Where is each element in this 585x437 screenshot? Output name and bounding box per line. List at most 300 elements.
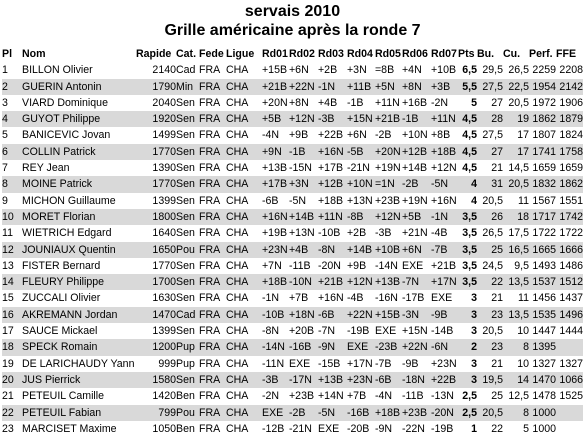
cell-league: CHA — [226, 209, 262, 225]
cell-rd02: -5N — [289, 194, 307, 207]
cell-rd02: EXE — [289, 357, 311, 370]
cell-category: Sen — [176, 144, 199, 160]
cell-rd04: +6N — [347, 129, 367, 142]
cell-rd07: +22B — [431, 372, 458, 388]
cell-name: GUERIN Antonin — [22, 79, 136, 95]
cell-rd05: -16N — [375, 292, 398, 305]
cell-rd02: +7B — [289, 292, 309, 305]
cell-rapid: 1630 — [152, 292, 176, 305]
cell-points: 3 — [471, 292, 477, 305]
cell-category: Pou — [176, 405, 199, 421]
cell-rd02: +8N — [289, 96, 309, 109]
table-row — [2, 209, 583, 225]
cell-rd03: -6B — [318, 307, 347, 323]
cell-points: 5,5 — [458, 79, 477, 95]
cell-category: Pup — [176, 357, 195, 370]
cell-rd07: -20N — [431, 405, 458, 421]
cell-rd04: -19B — [347, 325, 370, 338]
cell-rd01: -11N — [262, 357, 285, 370]
cell-rd07: -14B — [431, 325, 454, 338]
standings-table — [2, 46, 583, 437]
cell-rd05: -2B — [375, 129, 392, 142]
cell-name: SPECK Romain — [22, 339, 136, 355]
cell-rd03: -1N — [318, 79, 347, 95]
cell-ffe — [556, 339, 583, 355]
cell-rd04: EXE — [347, 339, 375, 355]
cell-ffe: 1879 — [556, 111, 583, 127]
column-header-name: Nom — [22, 48, 46, 60]
cell-league: CHA — [226, 339, 262, 355]
cell-rd06: -2B — [402, 176, 431, 192]
cell-rd05: +21B — [375, 111, 402, 127]
cell-federation: FRA — [199, 259, 221, 272]
cell-league: CHA — [226, 390, 249, 403]
cell-category: Sen — [176, 162, 195, 175]
cell-rd06: -1B — [402, 111, 431, 127]
cell-rank: 13 — [2, 259, 14, 272]
cell-category: Sen — [176, 194, 195, 207]
cell-points: 4 — [471, 194, 477, 207]
cell-points: 3 — [471, 357, 477, 370]
cell-category: Sen — [176, 292, 195, 305]
cell-name: FISTER Bernard — [22, 259, 101, 272]
cell-points: 3,5 — [458, 242, 477, 258]
cell-performance: 1832 — [529, 176, 556, 192]
table-row — [2, 127, 583, 143]
cell-federation: FRA — [199, 390, 221, 403]
cell-league: CHA — [226, 64, 249, 77]
cell-points: 4,5 — [462, 162, 477, 175]
cell-rd07: -6N — [431, 339, 458, 355]
cell-ffe: 1437 — [559, 292, 583, 305]
cell-rd06: +12B — [402, 144, 431, 160]
cell-buchholz: 31 — [477, 176, 503, 192]
cell-buchholz: 25 — [491, 390, 503, 403]
cell-rd06: +10N — [402, 129, 428, 142]
cell-league: CHA — [226, 292, 249, 305]
cell-points: 3,5 — [458, 209, 477, 225]
cell-rd07: +17N — [431, 274, 458, 290]
cell-rapid: 1770 — [136, 144, 176, 160]
column-header-rank: Pl — [2, 48, 13, 60]
cell-cumulative: 11 — [518, 194, 529, 207]
column-header-rapid: Rapide — [136, 48, 172, 60]
cell-league: CHA — [226, 129, 249, 142]
cell-buchholz: 20,5 — [482, 194, 503, 207]
cell-performance: 1954 — [529, 79, 556, 95]
column-header-rd06: Rd06 — [402, 48, 428, 60]
cell-league: CHA — [226, 274, 262, 290]
cell-performance: 1972 — [532, 96, 556, 109]
cell-federation: FRA — [199, 209, 226, 225]
cell-rd01: -3B — [262, 372, 289, 388]
cell-rd04: -21N — [347, 162, 370, 175]
cell-rd07: -19B — [431, 422, 454, 435]
cell-rd07: -1N — [431, 209, 458, 225]
cell-rd02: -16B — [289, 339, 318, 355]
cell-rank: 11 — [2, 227, 13, 240]
cell-buchholz: 23 — [477, 339, 503, 355]
cell-rd01: +13B — [262, 162, 288, 175]
cell-buchholz: 21 — [491, 162, 503, 175]
cell-league: CHA — [226, 422, 249, 435]
cell-category: Sen — [176, 259, 195, 272]
cell-rd07: +10B — [431, 64, 457, 77]
cell-rapid: 1470 — [136, 307, 176, 323]
cell-category: Ben — [176, 422, 195, 435]
cell-performance: 1665 — [529, 242, 556, 258]
cell-rd03: +11N — [318, 209, 347, 225]
cell-rd03: +16N — [318, 144, 347, 160]
cell-points: 6,5 — [462, 64, 477, 77]
cell-league: CHA — [226, 194, 249, 207]
table-row — [2, 388, 583, 404]
cell-category: Sen — [176, 129, 195, 142]
cell-rd06: -11B — [402, 390, 424, 403]
cell-rd03: +12B — [318, 176, 347, 192]
cell-rd04: -20B — [347, 422, 370, 435]
column-header-performance: Perf. — [529, 48, 553, 60]
cell-ffe: 1666 — [556, 242, 583, 258]
cell-rank: 19 — [2, 357, 14, 370]
table-row — [2, 421, 583, 437]
cell-rank: 12 — [2, 242, 22, 258]
cell-rd01: +7N — [262, 259, 282, 272]
cell-rd07: -7B — [431, 242, 458, 258]
cell-ffe: 1722 — [559, 227, 583, 240]
cell-points: 4,5 — [458, 111, 477, 127]
cell-league: CHA — [226, 357, 249, 370]
cell-rank: 16 — [2, 307, 22, 323]
cell-rd05: +18B — [375, 405, 402, 421]
cell-rd03: -3B — [318, 111, 347, 127]
cell-name: SAUCE Mickael — [22, 325, 98, 338]
cell-ffe: 1444 — [559, 325, 583, 338]
cell-points: 3 — [458, 307, 477, 323]
cell-category: Sen — [176, 227, 195, 240]
cell-rd04: +7B — [347, 390, 367, 403]
cell-rd04: +2B — [347, 227, 367, 240]
cell-federation: FRA — [199, 274, 226, 290]
cell-rd04: +22N — [347, 307, 375, 323]
cell-cumulative: 14 — [503, 372, 529, 388]
tournament-title: servais 2010 — [244, 3, 341, 20]
cell-rd02: +13N — [289, 227, 315, 240]
cell-performance: 1722 — [532, 227, 556, 240]
cell-rd06: +4N — [402, 64, 422, 77]
table-row — [2, 62, 583, 78]
column-header-league: Ligue — [226, 48, 255, 60]
cell-rd02: -11B — [289, 259, 311, 272]
cell-rd06: EXE — [402, 259, 424, 272]
cell-buchholz: 20,5 — [482, 325, 503, 338]
cell-rd06: +23B — [402, 405, 431, 421]
cell-rd07: +23N — [431, 357, 457, 370]
cell-federation: FRA — [199, 357, 221, 370]
cell-buchholz: 26,5 — [482, 227, 503, 240]
cell-rd05: =8B — [375, 64, 395, 77]
cell-rd03: +4B — [318, 96, 338, 109]
cell-rd07: +16N — [431, 194, 457, 207]
cell-rd06: -9B — [402, 357, 419, 370]
cell-rapid: 1640 — [152, 227, 176, 240]
cell-ffe — [556, 405, 583, 421]
cell-category: Sen — [176, 111, 199, 127]
cell-rapid: 1800 — [136, 209, 176, 225]
cell-cumulative: 20,5 — [508, 96, 529, 109]
cell-buchholz: 28 — [477, 111, 503, 127]
cell-rd02: +18N — [289, 307, 318, 323]
cell-cumulative: 20,5 — [503, 176, 529, 192]
cell-league: CHA — [226, 372, 262, 388]
cell-buchholz: 27 — [477, 144, 503, 160]
cell-rd06: -22N — [402, 422, 425, 435]
cell-rd07: -4B — [431, 227, 448, 240]
cell-rank: 18 — [2, 339, 22, 355]
cell-rd01: -6B — [262, 194, 279, 207]
cell-rapid: 1770 — [136, 176, 176, 192]
cell-rank: 1 — [2, 64, 8, 77]
cell-points: 5 — [471, 96, 477, 109]
cell-ffe: 1551 — [559, 194, 583, 207]
cell-rd04: -1B — [347, 96, 364, 109]
cell-ffe: 1066 — [556, 372, 583, 388]
cell-buchholz: 23 — [477, 307, 503, 323]
cell-performance: 1807 — [532, 129, 556, 142]
cell-name: PETEUIL Fabian — [22, 405, 136, 421]
cell-buchholz: 21 — [491, 292, 503, 305]
cell-performance: 1535 — [529, 307, 556, 323]
cell-rd04: -16B — [347, 405, 375, 421]
cell-rd06: +22N — [402, 339, 431, 355]
cell-federation: FRA — [199, 79, 226, 95]
cell-performance: 1741 — [529, 144, 556, 160]
cell-rd07: +11N — [431, 111, 458, 127]
cell-cumulative: 5 — [523, 422, 529, 435]
cell-performance: 1493 — [532, 259, 556, 272]
cell-rd01: +23N — [262, 242, 289, 258]
cell-category: Cad — [176, 64, 196, 77]
cell-performance: 1327 — [532, 357, 556, 370]
cell-name: REY Jean — [22, 162, 70, 175]
table-row — [2, 95, 583, 111]
cell-ffe: 1758 — [556, 144, 583, 160]
cell-points: 3,5 — [462, 259, 477, 272]
cell-points: 3 — [471, 325, 477, 338]
cell-rd04: +14B — [347, 242, 375, 258]
cell-rd04: +9B — [347, 259, 367, 272]
cell-buchholz: 22 — [491, 422, 503, 435]
cell-category: Sen — [176, 96, 195, 109]
grid-subtitle: Grille américaine après la ronde 7 — [164, 22, 421, 39]
cell-rd01: +20N — [262, 96, 288, 109]
cell-rd04: +13N — [347, 194, 373, 207]
cell-category: Sen — [176, 176, 199, 192]
column-header-rd05: Rd05 — [375, 48, 401, 60]
cell-rd03: -8N — [318, 242, 347, 258]
cell-ffe: 1486 — [559, 259, 583, 272]
cell-rank: 7 — [2, 162, 8, 175]
cell-rd01: EXE — [262, 405, 289, 421]
cell-rapid: 1420 — [152, 390, 176, 403]
cell-league: CHA — [226, 144, 262, 160]
cell-name: VIARD Dominique — [22, 96, 108, 109]
cell-league: CHA — [226, 79, 262, 95]
cell-buchholz: 21 — [491, 357, 503, 370]
cell-federation: FRA — [199, 339, 226, 355]
cell-buchholz: 25 — [477, 242, 503, 258]
cell-rd06: -7N — [402, 274, 431, 290]
cell-rd05: -14N — [375, 259, 398, 272]
column-header-rd02: Rd02 — [289, 48, 315, 60]
cell-rd07: +3B — [431, 79, 458, 95]
cell-rapid: 1790 — [136, 79, 176, 95]
cell-performance: 1478 — [532, 390, 556, 403]
cell-rapid: 1580 — [136, 372, 176, 388]
table-row — [2, 176, 583, 192]
cell-rapid: 1920 — [136, 111, 176, 127]
cell-rd02: -10N — [289, 274, 318, 290]
cell-rd05: -4N — [375, 390, 393, 403]
cell-buchholz: 29,5 — [482, 64, 503, 77]
cell-cumulative: 10 — [517, 357, 529, 370]
cell-buchholz: 24,5 — [482, 259, 503, 272]
cell-rd01: +16N — [262, 209, 289, 225]
cell-rapid: 1399 — [152, 194, 176, 207]
cell-points: 3,5 — [462, 227, 477, 240]
cell-rd02: +22N — [289, 79, 318, 95]
cell-points: 4,5 — [462, 129, 477, 142]
cell-league: CHA — [226, 307, 262, 323]
cell-name: MORET Florian — [22, 209, 136, 225]
cell-points: 2 — [458, 339, 477, 355]
cell-rd03: +14N — [318, 390, 344, 403]
cell-category: Min — [176, 79, 199, 95]
cell-rd01: -14N — [262, 339, 289, 355]
cell-rd02: +14B — [289, 209, 318, 225]
table-row — [2, 290, 583, 306]
cell-cumulative: 8 — [503, 405, 529, 421]
cell-ffe: 1906 — [559, 96, 583, 109]
cell-federation: FRA — [199, 422, 221, 435]
cell-rd02: +12N — [289, 111, 318, 127]
cell-points: 3,5 — [458, 274, 477, 290]
cell-rd02: +4B — [289, 242, 318, 258]
cell-name: JOUNIAUX Quentin — [22, 242, 136, 258]
cell-rank: 14 — [2, 274, 22, 290]
cell-rapid: 1390 — [152, 162, 176, 175]
cell-rd02: -15N — [289, 162, 312, 175]
table-row — [2, 372, 583, 388]
cell-performance: 2259 — [532, 64, 556, 77]
table-row — [2, 274, 583, 290]
table-row — [2, 356, 583, 372]
cell-rd06: +14B — [402, 162, 428, 175]
cell-name: BANICEVIC Jovan — [22, 129, 111, 142]
column-header-federation: Fede — [199, 48, 224, 60]
cell-rd06: +19N — [402, 194, 428, 207]
cell-ffe — [556, 421, 583, 437]
cell-rd05: +23B — [375, 194, 401, 207]
cell-rd01: +9N — [262, 144, 289, 160]
cell-cumulative: 14,5 — [508, 162, 529, 175]
table-row — [2, 225, 583, 241]
cell-rapid: 2040 — [152, 96, 176, 109]
table-row — [2, 79, 583, 95]
cell-name: MOINE Patrick — [22, 176, 136, 192]
cell-rd05: +5N — [375, 79, 402, 95]
cell-rd05: -3B — [375, 227, 392, 240]
cell-cumulative: 22,5 — [503, 79, 529, 95]
cell-name: BILLON Olivier — [22, 64, 93, 77]
cell-category: Ben — [176, 390, 195, 403]
cell-rd01: -4N — [262, 129, 280, 142]
cell-rank: 20 — [2, 372, 22, 388]
cell-federation: FRA — [199, 372, 226, 388]
cell-buchholz: 22 — [477, 274, 503, 290]
cell-rd01: -8N — [262, 325, 280, 338]
cell-rank: 3 — [2, 96, 8, 109]
table-row — [2, 144, 583, 160]
cell-rd03: -10B — [318, 227, 341, 240]
cell-rd01: -2N — [262, 390, 280, 403]
cell-rd03: +18B — [318, 194, 344, 207]
cell-points: 2,5 — [458, 405, 477, 421]
cell-rd06: +8N — [402, 79, 431, 95]
cell-federation: FRA — [199, 111, 226, 127]
cell-rapid: 1050 — [152, 422, 176, 435]
cell-rd05: =1N — [375, 176, 402, 192]
column-header-buchholz: Bu. — [477, 48, 495, 60]
cell-performance: 1862 — [529, 111, 556, 127]
cell-ffe: 1525 — [559, 390, 583, 403]
cell-rd03: +17B — [318, 162, 344, 175]
cell-category: Sen — [176, 325, 195, 338]
cell-name: ZUCCALI Olivier — [22, 292, 101, 305]
cell-performance: 1537 — [529, 274, 556, 290]
cell-performance: 1447 — [532, 325, 556, 338]
cell-rd07: -5N — [431, 176, 458, 192]
cell-cumulative: 12,5 — [508, 390, 529, 403]
cell-points: 2,5 — [462, 390, 477, 403]
cell-ffe: 2142 — [556, 79, 583, 95]
cell-points: 4 — [458, 176, 477, 192]
cell-rd03: +22B — [318, 129, 344, 142]
cell-rd05: +13B — [375, 274, 402, 290]
cell-league: CHA — [226, 259, 249, 272]
cell-league: CHA — [226, 111, 262, 127]
table-row — [2, 307, 583, 323]
cell-rapid: 999 — [158, 357, 176, 370]
column-header-rd04: Rd04 — [347, 48, 373, 60]
cell-league: CHA — [226, 325, 249, 338]
cell-rank: 9 — [2, 194, 8, 207]
cell-rank: 15 — [2, 292, 14, 305]
cell-federation: FRA — [199, 227, 221, 240]
cell-buchholz: 27 — [491, 96, 503, 109]
cell-rd03: -15B — [318, 357, 341, 370]
cell-name: PETEUIL Camille — [22, 390, 105, 403]
cell-rd04: +17N — [347, 357, 373, 370]
cell-federation: FRA — [199, 194, 221, 207]
cell-buchholz: 26 — [477, 209, 503, 225]
cell-rd02: +3N — [289, 176, 318, 192]
cell-ffe: 1512 — [556, 274, 583, 290]
cell-rd01: +15B — [262, 64, 288, 77]
cell-rd03: +21B — [318, 274, 347, 290]
cell-rd04: +23N — [347, 372, 375, 388]
cell-rd02: +20B — [289, 325, 315, 338]
